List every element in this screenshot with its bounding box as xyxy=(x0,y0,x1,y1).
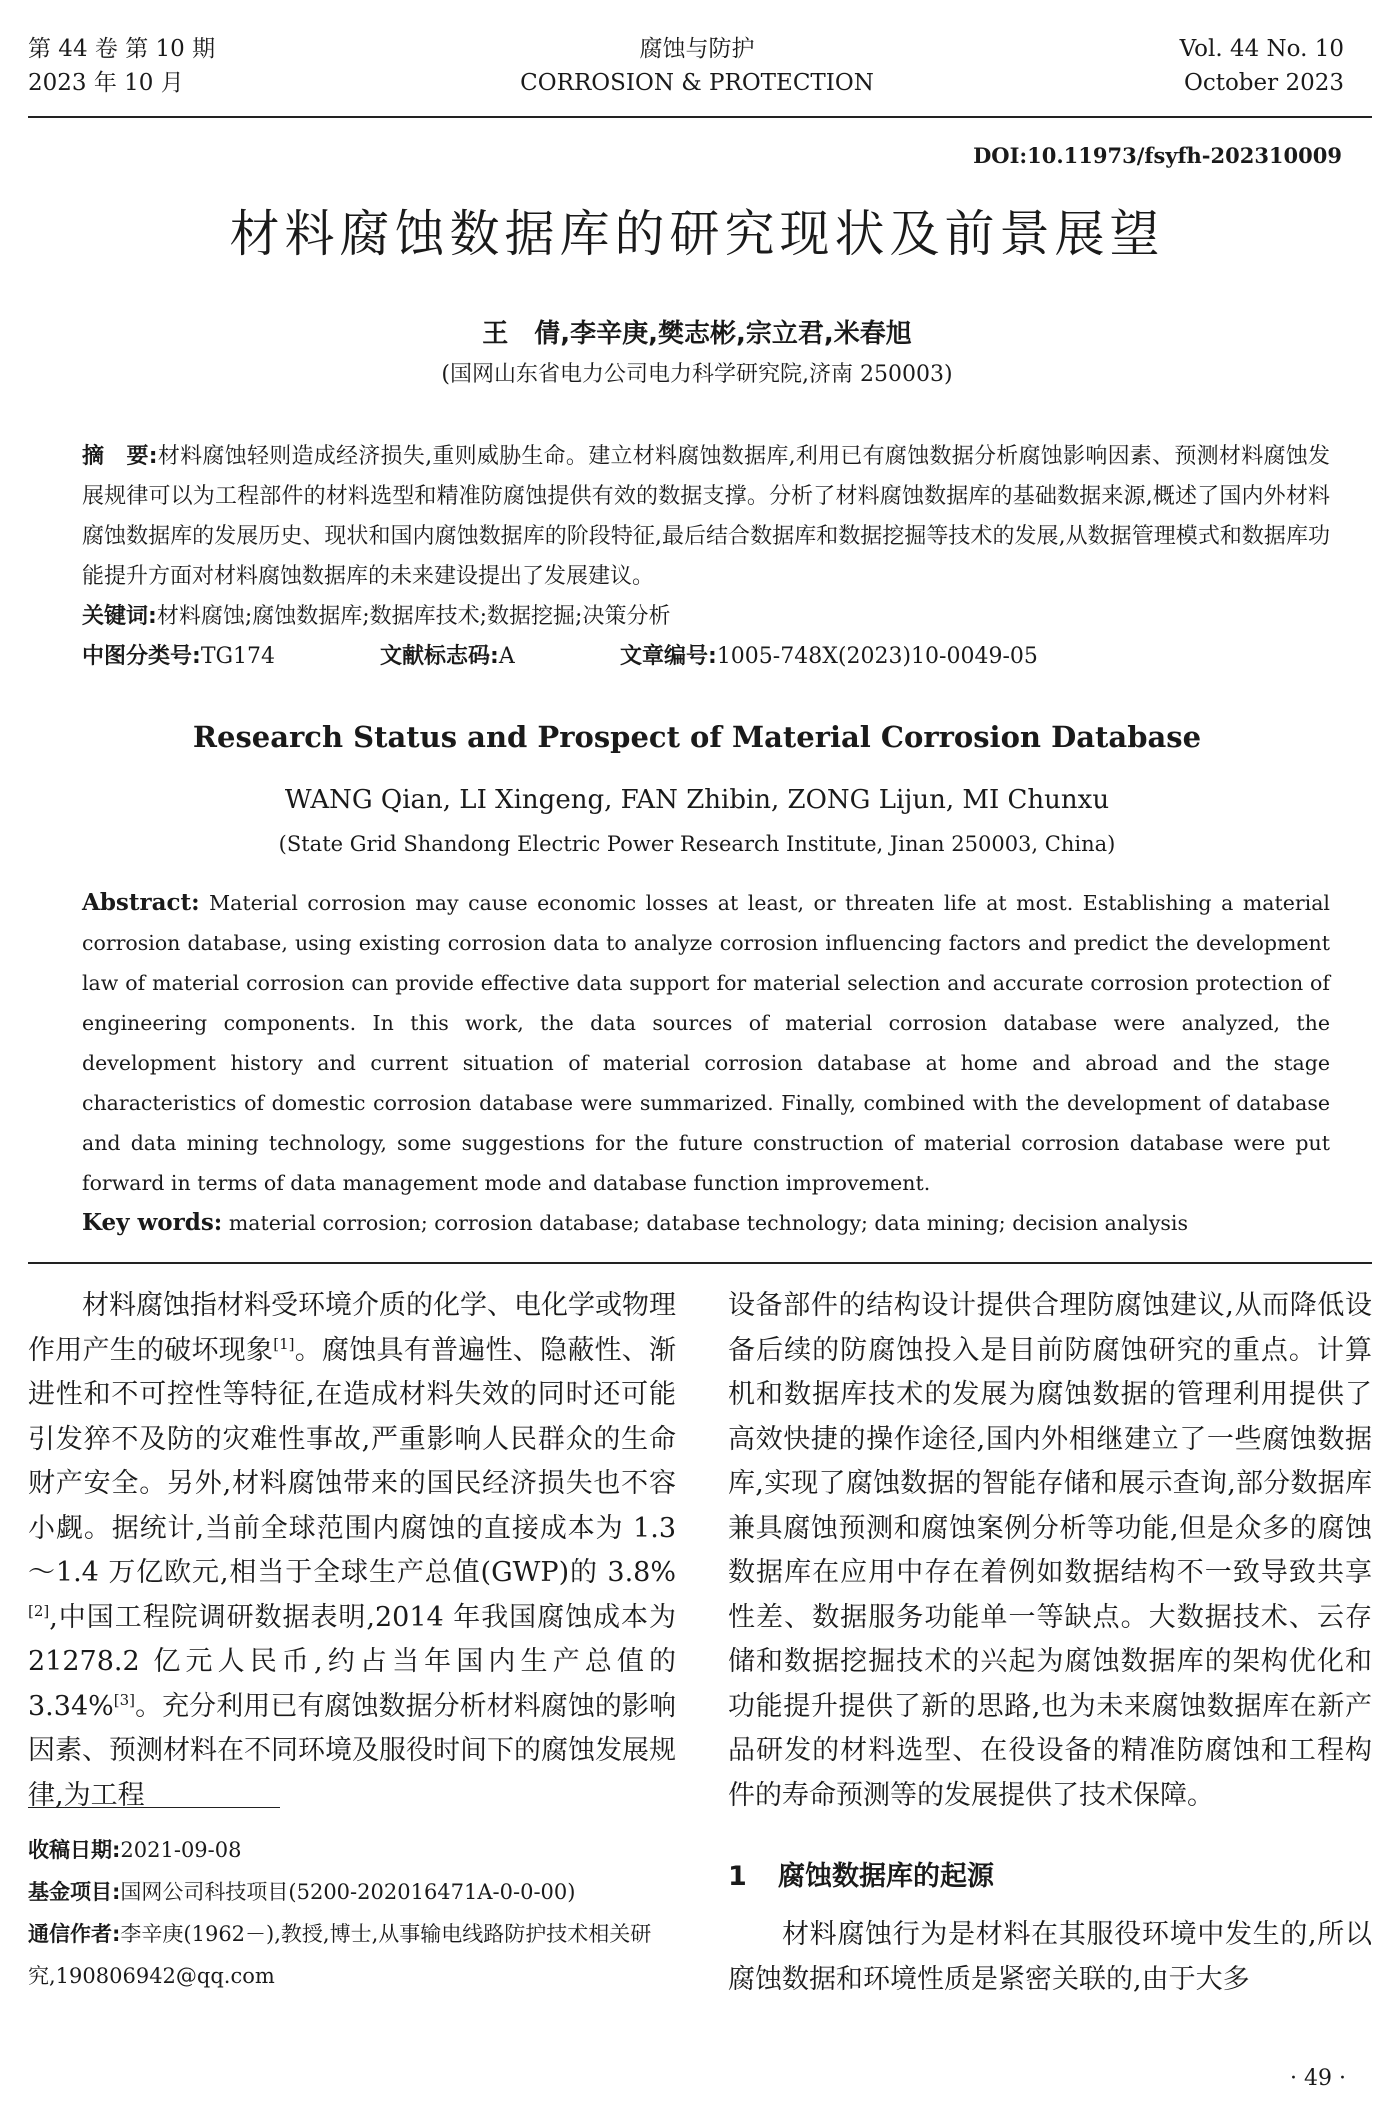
paper-title: 材料腐蚀数据库的研究现状及前景展望 xyxy=(229,205,1165,263)
header-rule xyxy=(28,116,1372,118)
article-number-label: 文章编号: xyxy=(620,644,717,669)
cn-keywords-text: 材料腐蚀;腐蚀数据库;数据库技术;数据挖掘;决策分析 xyxy=(156,604,671,629)
journal-volume-info-en xyxy=(1180,32,1344,100)
received-label: 收稿日期: xyxy=(28,1838,121,1862)
en-abstract-text: Material corrosion may cause economic losses at least, or threaten life at most. Establishing a material corrosion database, using existing corrosion data to analyze corrosion influencing factors and predict the development law of material corrosion can provide effective data support for material selection and accurate corrosion protection of engineering components. In this work, the data sources of material corrosion database were analyzed, the development history and current situation of material corrosion database at home and abroad and the stage characteristics of domestic corrosion database were summarized. Finally, combined with the development of database and data mining technology, some suggestions for the future construction of material corrosion database were put forward in terms of data management mode and database function improvement. xyxy=(82,891,1330,1195)
footnote-rule xyxy=(28,1807,280,1808)
footnote xyxy=(28,1829,688,1997)
body-left-paragraph xyxy=(28,1284,676,1818)
clc-value: TG174 xyxy=(200,644,276,669)
classification-line xyxy=(82,637,1038,677)
body-text: ,中国工程院调研数据表明,2014 年我国腐蚀成本为 21278.2 亿元人民币,约占当年国内生产总值的 3.34% xyxy=(28,1601,676,1722)
fund-label: 基金项目: xyxy=(28,1880,121,1904)
section-title: 腐蚀数据库的起源 xyxy=(778,1861,994,1892)
doc-code-label: 文献标志码: xyxy=(380,644,499,669)
issue-date-en: October 2023 xyxy=(1183,70,1344,96)
page-number: · 49 · xyxy=(1290,2066,1346,2091)
citation-ref[interactable]: [3] xyxy=(113,1690,136,1709)
corr-value: 李辛庚(1962－),教授,博士,从事输电线路防护技术相关研究,190806942@qq.com xyxy=(28,1922,652,1988)
doc-code-value: A xyxy=(498,644,515,669)
cn-keywords-label: 关键词: xyxy=(82,604,157,629)
body-text: 。充分利用已有腐蚀数据分析材料腐蚀的影响因素、预测材料在不同环境及服役时间下的腐蚀发展规律,为工程 xyxy=(28,1690,676,1811)
body-text: 材料腐蚀指材料受环境介质的化学、电化学或物理作用产生的破坏现象 xyxy=(28,1290,676,1366)
cn-keywords xyxy=(82,597,670,637)
received-value: 2021-09-08 xyxy=(120,1838,242,1862)
corresponding-author xyxy=(28,1913,688,1997)
journal-volume-info xyxy=(28,32,215,100)
volume-issue-en: Vol. 44 No. 10 xyxy=(1179,36,1344,62)
article-number-value: 1005-748X(2023)10-0049-05 xyxy=(716,644,1038,669)
body-text: 。腐蚀具有普遍性、隐蔽性、渐进性和不可控性等特征,在造成材料失效的同时还可能引发猝不及防的灾难性事故,严重影响人民群众的生命财产安全。另外,材料腐蚀带来的国民经济损失也不容小觑。据统计,当前全球范围内腐蚀的直接成本为 1.3～1.4 万亿欧元,相当于全球生产总值(GWP)的 3.8% xyxy=(28,1334,676,1588)
citation-ref[interactable]: [2] xyxy=(28,1601,50,1620)
corr-label: 通信作者: xyxy=(28,1922,121,1946)
section-heading xyxy=(728,1854,994,1893)
en-title: Research Status and Prospect of Material Corrosion Database xyxy=(192,720,1202,754)
affiliation: (国网山东省电力公司电力科学研究院,济南 250003) xyxy=(441,362,953,387)
section-number: 1 xyxy=(728,1861,747,1892)
journal-name-cn: 腐蚀与防护 xyxy=(639,36,755,62)
journal-name-en: CORROSION & PROTECTION xyxy=(520,70,874,96)
volume-issue: 第 44 卷 第 10 期 xyxy=(28,36,216,62)
abstract-rule xyxy=(28,1262,1372,1264)
issue-date: 2023 年 10 月 xyxy=(28,70,184,96)
authors: 王 倩,李辛庚,樊志彬,宗立君,米春旭 xyxy=(482,319,912,349)
en-keywords-label: Key words: xyxy=(82,1209,223,1236)
journal-name xyxy=(447,32,947,100)
en-affiliation: (State Grid Shandong Electric Power Research Institute, Jinan 250003, China) xyxy=(278,832,1116,856)
fund-project xyxy=(28,1871,688,1913)
en-authors: WANG Qian, LI Xingeng, FAN Zhibin, ZONG Lijun, MI Chunxu xyxy=(284,785,1110,815)
en-abstract xyxy=(82,883,1330,1203)
fund-value: 国网公司科技项目(5200-202016471A-0-0-00) xyxy=(120,1880,576,1904)
received-date xyxy=(28,1829,688,1871)
citation-ref[interactable]: [1] xyxy=(273,1334,295,1353)
body-right-paragraph-2: 材料腐蚀行为是材料在其服役环境中发生的,所以腐蚀数据和环境性质是紧密关联的,由于大多 xyxy=(728,1919,1372,1995)
clc-label: 中图分类号: xyxy=(82,644,201,669)
body-right-paragraph: 设备部件的结构设计提供合理防腐蚀建议,从而降低设备后续的防腐蚀投入是目前防腐蚀研究的重点。计算机和数据库技术的发展为腐蚀数据的管理利用提供了高效快捷的操作途径,国内外相继建立了一些腐蚀数据库,实现了腐蚀数据的智能存储和展示查询,部分数据库兼具腐蚀预测和腐蚀案例分析等功能,但是众多的腐蚀数据库在应用中存在着例如数据结构不一致导致共享性差、数据服务功能单一等缺点。大数据技术、云存储和数据挖掘技术的兴起为腐蚀数据库的架构优化和功能提升提供了新的思路,也为未来腐蚀数据库在新产品研发的材料选型、在役设备的精准防腐蚀和工程构件的寿命预测等的发展提供了技术保障。 xyxy=(728,1290,1372,1811)
doi: DOI:10.11973/fsyfh-202310009 xyxy=(973,143,1342,168)
cn-abstract xyxy=(82,437,1330,597)
cn-abstract-label: 摘 要: xyxy=(82,444,158,469)
en-keywords xyxy=(82,1203,1188,1243)
en-keywords-text: material corrosion; corrosion database; database technology; data mining; decision analysis xyxy=(228,1211,1189,1235)
en-abstract-label: Abstract: xyxy=(82,889,200,916)
cn-abstract-text: 材料腐蚀轻则造成经济损失,重则威胁生命。建立材料腐蚀数据库,利用已有腐蚀数据分析腐蚀影响因素、预测材料腐蚀发展规律可以为工程部件的材料选型和精准防腐蚀提供有效的数据支撑。分析了材料腐蚀数据库的基础数据来源,概述了国内外材料腐蚀数据库的发展历史、现状和国内腐蚀数据库的阶段特征,最后结合数据库和数据挖掘等技术的发展,从数据管理模式和数据库功能提升方面对材料腐蚀数据库的未来建设提出了发展建议。 xyxy=(82,444,1330,589)
